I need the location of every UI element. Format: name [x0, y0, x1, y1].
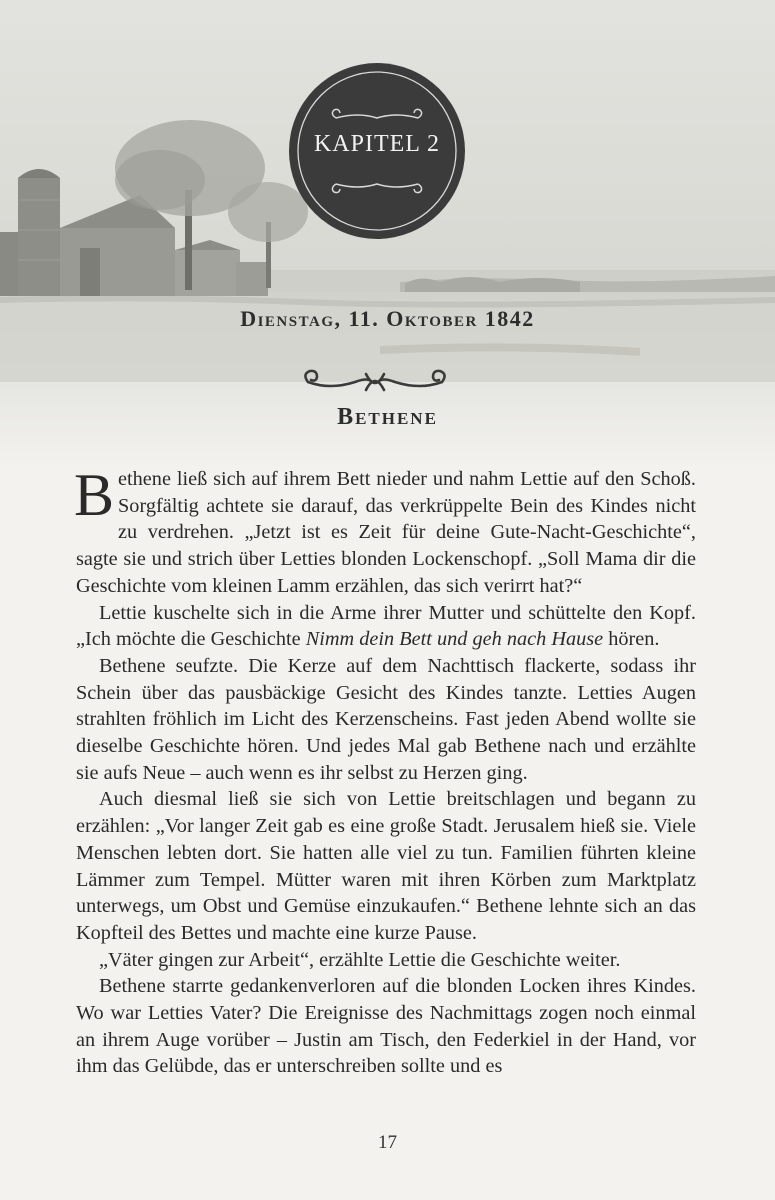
paragraph: Lettie kuschelte sich in die Arme ihrer Mutter und schüttelte den Kopf. „Ich möchte die Geschichte Nimm dein Bett und geh nach Hause hören.	[76, 601, 696, 651]
paragraph: Bethene seufzte. Die Kerze auf dem Nachttisch flackerte, sodass ihr Schein über das pausbäckige Gesicht des Kindes tanzte. Letties Augen strahlten fröhlich im Licht des Kerzenscheins. Fast jeden Abend wollte sie dieselbe Geschichte hören. Und jedes Mal gab Bethene nach und erzählte sie aufs Neue – auch wenn es ihr selbst zu Herzen ging.	[76, 654, 696, 784]
body-text	[74, 462, 696, 1080]
paragraph: Bethene starrte gedankenverloren auf die blonden Locken ihres Kindes. Wo war Letties Vater? Die Ereignisse des Nachmittags zogen noch einmal an ihrem Auge vorüber – Justin am Tisch, den Federkiel in der Hand, vor ihm das Gelübde, das er unterschreiben sollte und es	[76, 975, 696, 1078]
chapter-date: Dienstag, 11. Oktober 1842	[240, 306, 535, 331]
drop-cap: B	[74, 462, 115, 528]
paragraph: Bethene ließ sich auf ihrem Bett nieder und nahm Lettie auf den Schoß. Sorgfältig achtete sie darauf, das verkrüppelte Bein des Kindes nicht zu verdrehen. „Jetzt ist es Zeit für deine Gute-Nacht-Geschichte“, sagte sie und strich über Letties blonden Lockenschopf. „Soll Mama dir die Geschichte vom kleinen Lamm erzählen, das sich verirrt hat?“	[74, 462, 696, 597]
flourish-ornament	[300, 366, 450, 396]
section-heading: Bethene	[337, 404, 438, 430]
chapter-label: KAPITEL 2	[313, 131, 441, 157]
page-number: 17	[378, 1132, 397, 1153]
paragraph: Auch diesmal ließ sie sich von Lettie breitschlagen und begann zu erzählen: „Vor langer Zeit gab es eine große Stadt. Jerusalem hieß sie. Viele Menschen lebten dort. Sie hatten alle viel zu tun. Familien führten kleine Lämmer zum Tempel. Mütter waren mit ihren Körben zum Marktplatz unterwegs, um Obst und Gemüse einzukaufen.“ Bethene lehnte sich an das Kopfteil des Bettes und machte eine kurze Pause.	[76, 788, 696, 944]
story-title: Nimm dein Bett und geh nach Hause	[305, 628, 604, 651]
paragraph: „Väter gingen zur Arbeit“, erzählte Lettie die Geschichte weiter.	[99, 948, 621, 971]
